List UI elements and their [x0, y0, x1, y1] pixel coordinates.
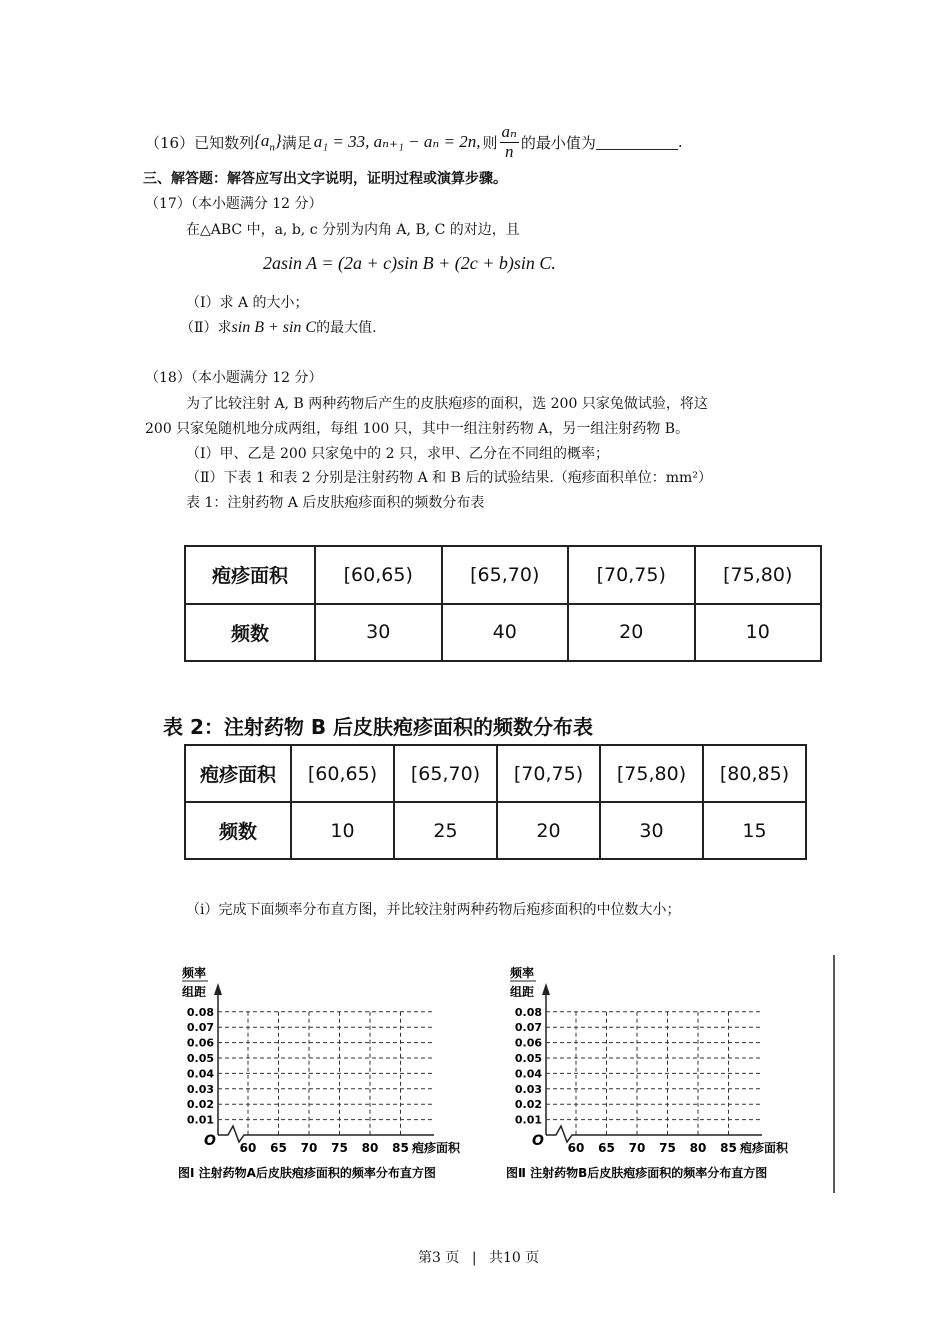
table-1 [184, 545, 822, 662]
table-cell: [65,70) [442, 546, 569, 604]
origin-label: O [204, 1133, 216, 1149]
table-2 [184, 744, 807, 860]
x-axis [546, 1126, 762, 1142]
q18-line1: 为了比较注射 A, B 两种药物后产生的皮肤疱疹的面积，选 200 只家兔做试验，将这 [186, 396, 708, 412]
y-tick-label: 0.03 [514, 1082, 542, 1096]
answer-blank[interactable] [596, 135, 678, 150]
table-cell: 15 [703, 802, 806, 859]
table-cell: 30 [600, 802, 703, 859]
q16-end: . [677, 133, 683, 151]
y-tick-label: 0.02 [186, 1098, 214, 1112]
q18-part2: （Ⅱ）下表 1 和表 2 分别是注射药物 A 和 B 后的试验结果.（疱疹面积单位：mm²） [186, 470, 712, 486]
x-tick-label: 65 [598, 1141, 615, 1155]
table2-title: 表 2：注射药物 B 后皮肤疱疹面积的频数分布表 [163, 715, 594, 739]
q18-line2: 200 只家兔随机地分成两组，每组 100 只，其中一组注射药物 A，另一组注射药物 B。 [145, 421, 690, 437]
x-tick-label: 85 [720, 1141, 737, 1155]
x-tick-label: 75 [331, 1141, 348, 1155]
histogram-a [178, 965, 461, 1180]
q17-line1: 在△ABC 中，a, b, c 分别为内角 A, B, C 的对边，且 [186, 222, 520, 238]
table-cell: 30 [315, 604, 442, 662]
histogram-b [506, 965, 789, 1180]
table-cell: [75,80) [600, 745, 703, 802]
section-heading: 三、解答题：解答应写出文字说明，证明过程或演算步骤。 [143, 171, 507, 187]
y-tick-label: 0.04 [514, 1067, 542, 1081]
y-tick-label: 0.07 [514, 1021, 542, 1035]
q16-prefix: （16）已知数列 [145, 133, 255, 152]
histogram-area [170, 955, 842, 1195]
table-cell: [65,70) [394, 745, 497, 802]
q18-header: （18）（本小题满分 12 分） [145, 370, 323, 386]
table-cell: [75,80) [695, 546, 822, 604]
x-axis-label: 疱疹面积 [411, 1141, 461, 1155]
table-cell: [80,85) [703, 745, 806, 802]
y-tick-label: 0.07 [186, 1021, 214, 1035]
table-row [185, 802, 806, 859]
table-cell: [60,65) [315, 546, 442, 604]
q16-then: 则 [482, 133, 498, 152]
y-axis-label-top: 频率 [510, 966, 535, 980]
y-tick-label: 0.05 [514, 1052, 542, 1065]
x-tick-label: 60 [567, 1141, 585, 1155]
table1-title: 表 1：注射药物 A 后皮肤疱疹面积的频数分布表 [186, 495, 485, 511]
page-number: 第3 页 [418, 1250, 460, 1266]
y-tick-label: 0.02 [514, 1098, 542, 1112]
table-cell: 10 [291, 802, 394, 859]
x-tick-label: 70 [628, 1141, 646, 1155]
y-tick-label: 0.06 [186, 1036, 214, 1050]
table-cell: 40 [442, 604, 569, 662]
q17-header: （17）（本小题满分 12 分） [145, 196, 323, 212]
y-axis-arrow [214, 983, 222, 995]
q16-condition: a₁ = 33, aₙ₊₁ − aₙ = 2n, [313, 132, 481, 151]
page-total: 共10 页 [488, 1250, 540, 1266]
y-tick-label: 0.08 [186, 1005, 214, 1019]
chart-caption: 图Ⅰ 注射药物A后皮肤疱疹面积的频率分布直方图 [178, 1166, 436, 1180]
table-cell: [60,65) [291, 745, 394, 802]
q16-fraction: $\frac{\text{aₙ}}{n}$ [501, 121, 517, 161]
y-tick-label: 0.03 [186, 1082, 214, 1096]
y-tick-label: 0.05 [186, 1052, 214, 1065]
q17-part2: （Ⅱ）求sin B + sin C的最大值. [180, 319, 377, 336]
y-tick-label: 0.06 [514, 1036, 542, 1050]
q18-part1: （Ⅰ）甲、乙是 200 只家兔中的 2 只，求甲、乙分在不同组的概率； [186, 446, 609, 462]
x-axis-label: 疱疹面积 [739, 1141, 789, 1155]
q16-suffix: 的最小值为 [520, 133, 596, 152]
page-footer [418, 1247, 539, 1267]
row-label: 疱疹面积 [185, 745, 291, 802]
row-label: 频数 [185, 604, 315, 662]
table-row [185, 604, 821, 662]
table-cell: [70,75) [568, 546, 695, 604]
y-axis-label-bottom: 组距 [510, 985, 535, 999]
x-tick-label: 60 [239, 1141, 257, 1155]
table-row [185, 546, 821, 604]
y-tick-label: 0.04 [186, 1067, 214, 1081]
table-row [185, 745, 806, 802]
y-tick-label: 0.01 [186, 1113, 214, 1127]
row-label: 频数 [185, 802, 291, 859]
table-cell: 25 [394, 802, 497, 859]
q17-equation: 2asin A = (2a + c)sin B + (2c + b)sin C. [263, 253, 556, 273]
table-cell: 10 [695, 604, 822, 662]
q17-part1: （Ⅰ）求 A 的大小； [186, 295, 309, 311]
y-axis-label-bottom: 组距 [182, 985, 207, 999]
x-tick-label: 65 [270, 1141, 287, 1155]
x-tick-label: 80 [689, 1141, 707, 1155]
x-axis [218, 1126, 434, 1142]
q16-mid: 满足 [281, 133, 312, 152]
table-cell: 20 [568, 604, 695, 662]
x-tick-label: 85 [392, 1141, 409, 1155]
footer-separator: | [471, 1250, 477, 1266]
chart-caption: 图Ⅱ 注射药物B后皮肤疱疹面积的频率分布直方图 [506, 1166, 768, 1180]
y-axis-arrow [542, 983, 550, 995]
q16-sequence: $\{a_n\}$ [254, 130, 282, 154]
x-tick-label: 70 [300, 1141, 318, 1155]
row-label: 疱疹面积 [185, 546, 315, 604]
question-16 [145, 122, 683, 162]
y-tick-label: 0.08 [514, 1005, 542, 1019]
y-tick-label: 0.01 [514, 1113, 542, 1127]
y-axis-label-top: 频率 [182, 966, 207, 980]
x-tick-label: 75 [659, 1141, 676, 1155]
x-tick-label: 80 [361, 1141, 379, 1155]
q18-sub-i: （ⅰ）完成下面频率分布直方图，并比较注射两种药物后疱疹面积的中位数大小； [186, 902, 681, 918]
table-cell: 20 [497, 802, 600, 859]
table-cell: [70,75) [497, 745, 600, 802]
origin-label: O [532, 1133, 544, 1149]
